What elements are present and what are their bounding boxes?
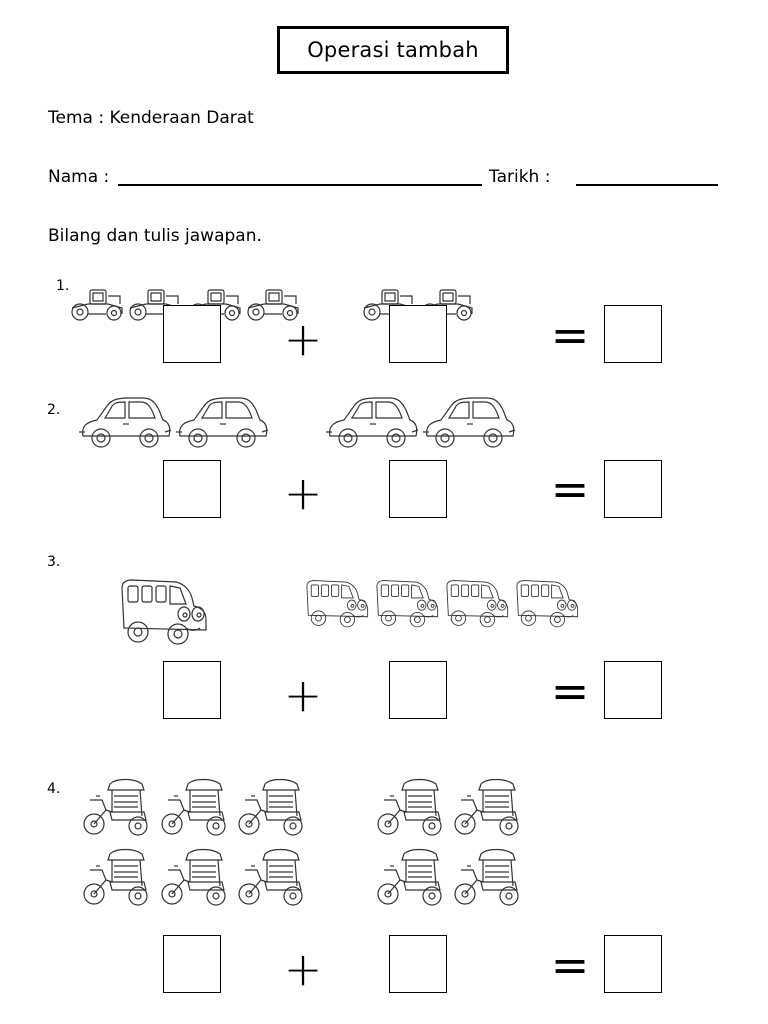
worksheet-title: Operasi tambah [277, 26, 509, 74]
question-4-result-box[interactable] [604, 935, 662, 993]
question-4-right-group [376, 776, 526, 916]
trishaw-icon [160, 846, 228, 912]
question-1-left-answer-box[interactable] [163, 305, 221, 363]
trishaw-icon [376, 846, 444, 912]
trishaw-icon [237, 846, 305, 912]
question-4-number: 4. [47, 781, 61, 797]
bus-icon [374, 576, 442, 630]
plus-sign: + [283, 942, 323, 996]
equals-sign: = [550, 664, 590, 718]
question-3-left-group [118, 576, 213, 648]
bus-icon [514, 576, 582, 630]
date-label: Tarikh : [489, 167, 551, 187]
question-1-right-answer-box[interactable] [389, 305, 447, 363]
question-1-number: 1. [56, 278, 70, 294]
trishaw-icon [82, 776, 150, 842]
car-icon [77, 392, 173, 454]
equals-sign: = [550, 938, 590, 992]
trishaw-icon [237, 776, 305, 842]
question-2-left-group [77, 392, 273, 456]
trishaw-icon [160, 776, 228, 842]
trishaw-icon [453, 846, 521, 912]
question-2-number: 2. [47, 402, 61, 418]
trishaw-icon [376, 776, 444, 842]
equals-sign: = [550, 308, 590, 362]
name-label: Nama : [48, 167, 110, 187]
bus-icon [118, 576, 212, 646]
plus-sign: + [283, 668, 323, 722]
question-2-result-box[interactable] [604, 460, 662, 518]
instruction-text: Bilang dan tulis jawapan. [48, 226, 262, 246]
question-2-right-answer-box[interactable] [389, 460, 447, 518]
equals-sign: = [550, 462, 590, 516]
car-icon [324, 392, 420, 454]
question-2-right-group [324, 392, 520, 456]
trishaw-icon [82, 846, 150, 912]
car-icon [421, 392, 517, 454]
question-4-left-group [82, 776, 306, 916]
plus-sign: + [283, 466, 323, 520]
question-4-left-answer-box[interactable] [163, 935, 221, 993]
bus-icon [304, 576, 372, 630]
question-4-right-answer-box[interactable] [389, 935, 447, 993]
date-field[interactable] [576, 184, 718, 186]
trishaw-icon [453, 776, 521, 842]
question-1-result-box[interactable] [604, 305, 662, 363]
question-3-right-answer-box[interactable] [389, 661, 447, 719]
plus-sign: + [283, 312, 323, 366]
bus-icon [444, 576, 512, 630]
question-2-left-answer-box[interactable] [163, 460, 221, 518]
question-3-left-answer-box[interactable] [163, 661, 221, 719]
question-3-result-box[interactable] [604, 661, 662, 719]
name-field[interactable] [118, 184, 482, 186]
question-3-number: 3. [47, 554, 61, 570]
car-icon [174, 392, 270, 454]
theme-label: Tema : Kenderaan Darat [48, 108, 254, 128]
tractor-icon [68, 284, 126, 322]
question-3-right-group [304, 576, 580, 632]
